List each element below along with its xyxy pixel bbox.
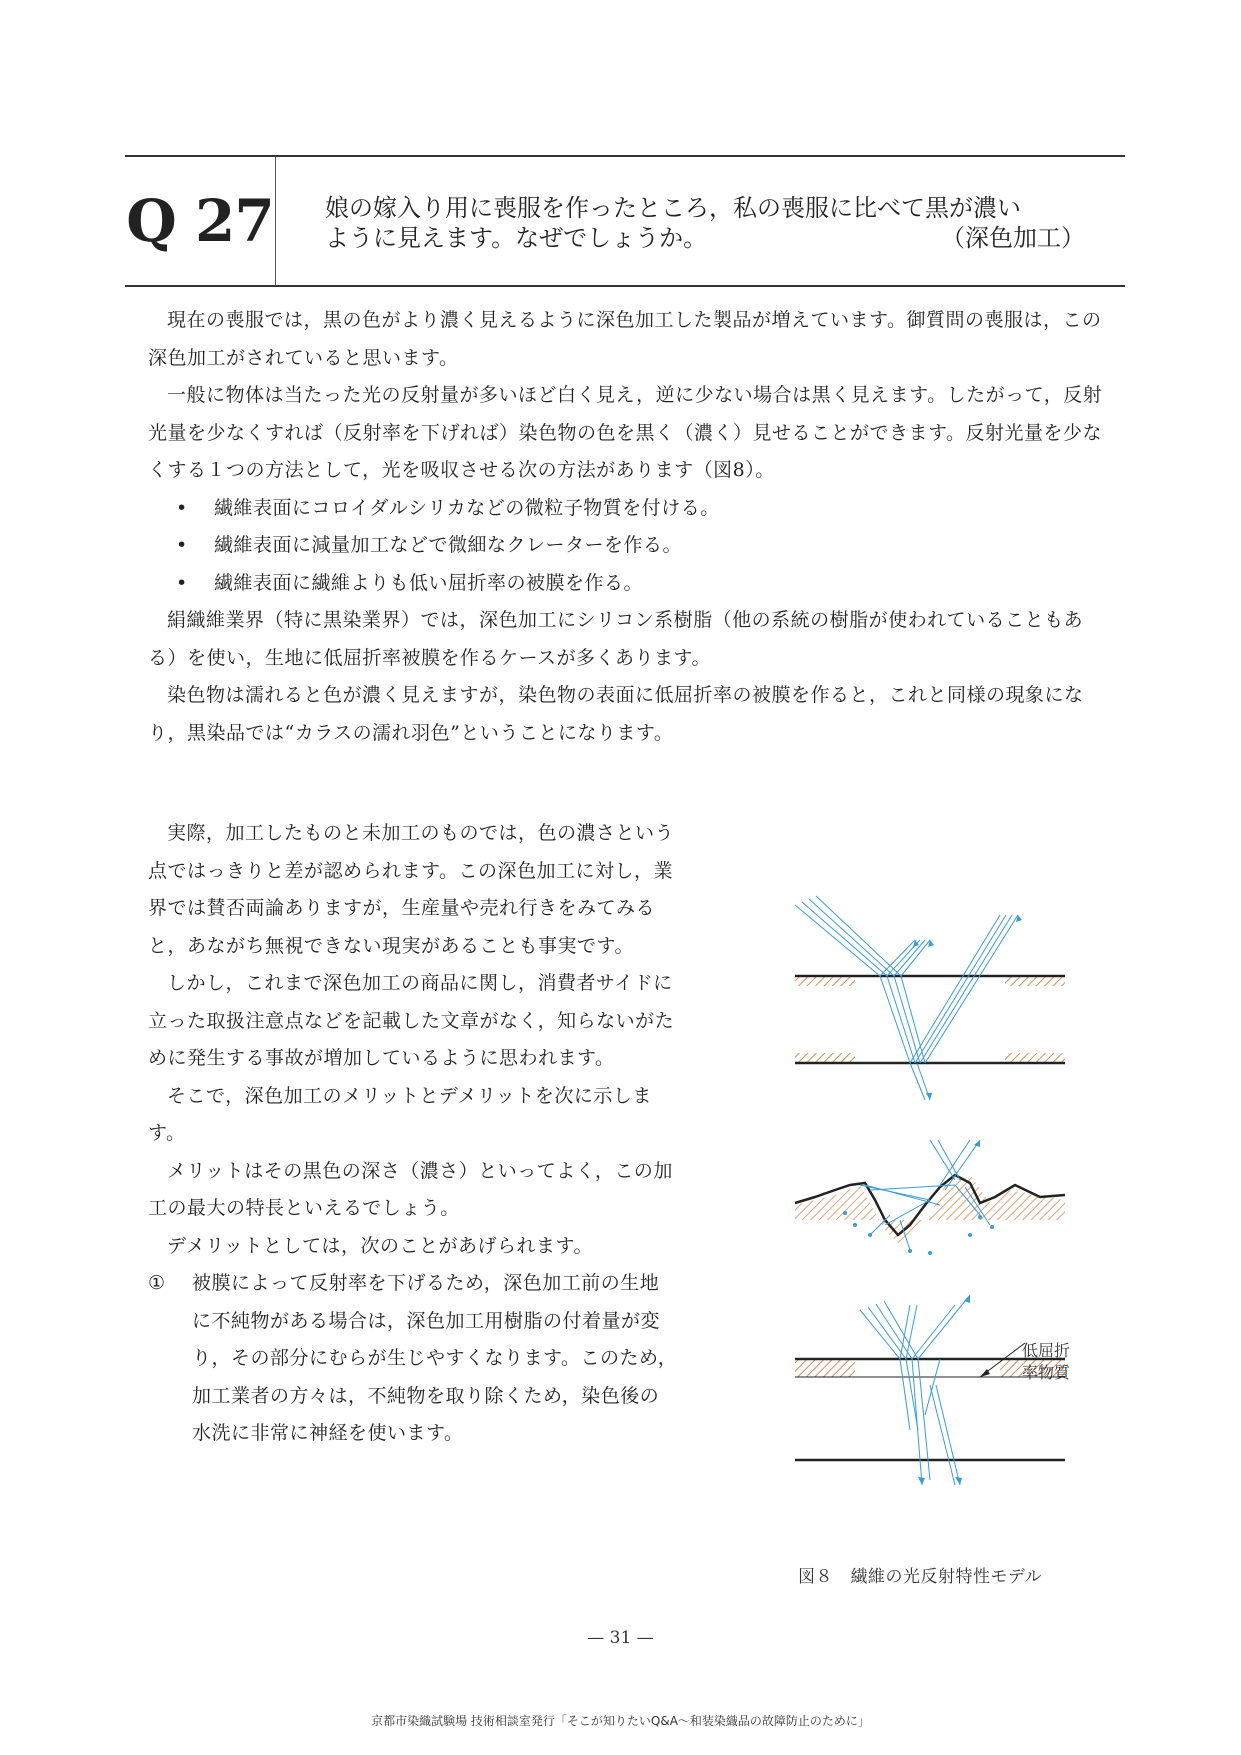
question-number: Q 27 <box>125 157 276 285</box>
answer-body-full <box>148 302 1108 752</box>
list-item: • 繊維表面に繊維よりも低い屈折率の被膜を作る。 <box>148 565 1108 603</box>
question-header <box>125 155 1125 287</box>
question-topic-tag: （深色加工） <box>941 224 1085 252</box>
method-list <box>148 490 1108 603</box>
paragraph: デメリットとしては，次のことがあげられます。 <box>167 1234 593 1257</box>
list-item: • 繊維表面に減量加工などで微細なクレーターを作る。 <box>148 527 1108 565</box>
model-coating-surface <box>795 1295 1065 1485</box>
paragraph: そこで，深色加工のメリットとデメリットを次に示します。 <box>148 1084 652 1144</box>
paragraph: しかし，これまで深色加工の商品に関し，消費者サイドに立った取扱注意点などを記載した文章がなく，知らないがために発生する事故が増加しているように思われます。 <box>148 972 675 1069</box>
paragraph: 絹織維業界（特に黒染業界）では，深色加工にシリコン系樹脂（他の系統の樹脂が使われていることもある）を使い，生地に低屈折率被膜を作るケースが多くあります。 <box>148 609 1084 669</box>
answer-body-left-column <box>148 815 678 1453</box>
item-number: ① <box>148 1272 166 1294</box>
question-title-line1: 娘の嫁入り用に喪服を作ったところ，私の喪服に比べて黒が濃い <box>325 194 1021 222</box>
paragraph: 一般に物体は当たった光の反射量が多いほど白く見え，逆に少ない場合は黒く見えます。したがって，反射光量を少なくすれば（反射率を下げれば）染色物の色を黒く（濃く）見せることができます。反射光量を少なくする１つの方法として，光を吸収させる次の方法があります（図8）。 <box>148 384 1103 481</box>
page-number: — 31 — <box>587 1628 654 1648</box>
figure-label-low-refractive: 低屈折 率物質 <box>1022 1341 1071 1382</box>
figure-caption: 図８ 繊維の光反射特性モデル <box>798 1567 1043 1587</box>
demerit-item: ① 被膜によって反射率を下げるため，深色加工前の生地に不純物がある場合は，深色加工用樹脂の付着量が変り，その部分にむらが生じやすくなります。このため，加工業者の方々は，不純物を取り除くため，染色後の水洗に非常に神経を使います。 <box>148 1265 678 1453</box>
model-crater-surface <box>795 1140 1065 1255</box>
model-plain-surface <box>795 896 1065 1100</box>
bullet-mark: • <box>176 571 188 594</box>
paragraph: メリットはその黒色の深さ（濃さ）といってよく，この加工の最大の特長といえるでしょう。 <box>148 1159 673 1219</box>
bullet-mark: • <box>176 496 188 519</box>
bullet-mark: • <box>176 534 188 556</box>
page-footer: 京都市染織試験場 技術相談室発行「そこが知りたいQ&A～和装染織品の故障防止のために」 <box>371 1714 870 1728</box>
light-reflection-figure <box>780 885 1110 1585</box>
paragraph: 実際，加工したものと未加工のものでは，色の濃さという点ではっきりと差が認められます。この深色加工に対し，業界では賛否両論ありますが，生産量や売れ行きをみてみると，あながち無視できない現実があることも事実です。 <box>148 822 675 957</box>
question-title-line2: ように見えます。なぜでしょうか。 <box>325 224 708 252</box>
paragraph: 現在の喪服では，黒の色がより濃く見えるように深色加工した製品が増えています。御質問の喪服は，この深色加工がされていると思います。 <box>148 309 1102 369</box>
list-item: • 繊維表面にコロイダルシリカなどの微粒子物質を付ける。 <box>148 490 1108 528</box>
question-title <box>325 193 1085 253</box>
paragraph: 染色物は濡れると色が濃く見えますが，染色物の表面に低屈折率の被膜を作ると，これと同様の現象になり，黒染品では“カラスの濡れ羽色”ということになります。 <box>148 684 1084 744</box>
